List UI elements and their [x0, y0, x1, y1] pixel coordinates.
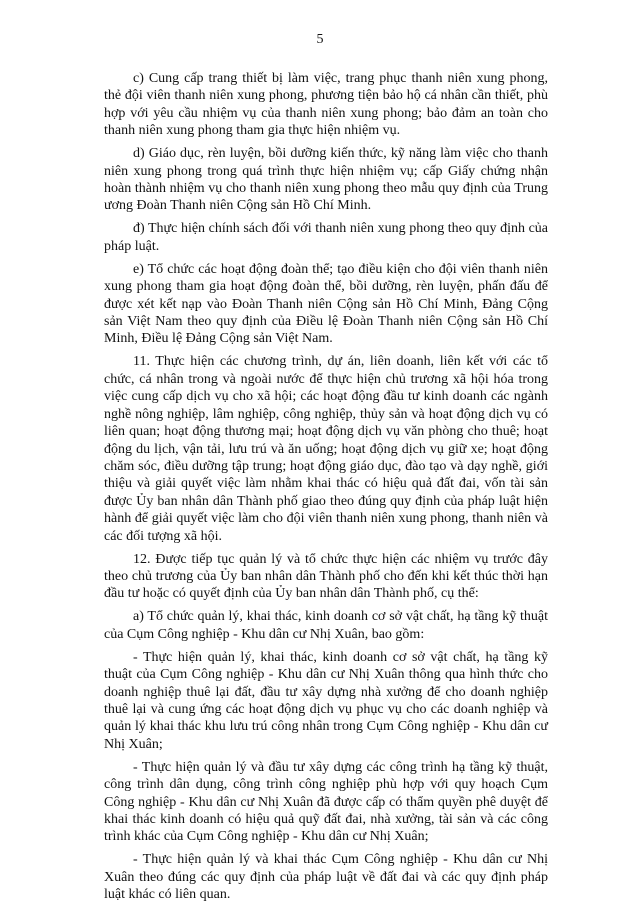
paragraph-12a-item-3: - Thực hiện quản lý và khai thác Cụm Công nghiệp - Khu dân cư Nhị Xuân theo đúng các quy định của pháp luật về đất đai và các quy định pháp luật khác có liên quan. — [104, 852, 548, 903]
paragraph-10c: c) Cung cấp trang thiết bị làm việc, trang phục thanh niên xung phong, thẻ đội viên thanh niên xung phong, phương tiện bảo hộ cá nhân cần thiết, phù hợp với yêu cầu nhiệm vụ của thanh niên xung phong; bảo đảm an toàn cho thanh niên xung phong tham gia thực hiện nhiệm vụ. — [104, 71, 548, 139]
paragraph-12a-item-2: - Thực hiện quản lý và đầu tư xây dựng các công trình hạ tầng kỹ thuật, công trình dân dụng, công trình công nghiệp phù hợp với quy hoạch Cụm Công nghiệp - Khu dân cư Nhị Xuân đã được cấp có thẩm quyền phê duyệt để khai thác kinh doanh có hiệu quả quỹ đất đai, nhà xưởng, tài sản và các công trình khác của Cụm Công nghiệp - Khu dân cư Nhị Xuân; — [104, 759, 548, 845]
document-body — [104, 70, 548, 909]
paragraph-10e: e) Tổ chức các hoạt động đoàn thể; tạo điều kiện cho đội viên thanh niên xung phong tham gia hoạt động đoàn thể, bồi dưỡng, rèn luyện, phấn đấu để được xét kết nạp vào Đoàn Thanh niên Cộng sản Hồ Chí Minh, Đảng Cộng sản Việt Nam theo quy định của Điều lệ Đoàn Thanh niên Cộng sản Hồ Chí Minh, Điều lệ Đảng Cộng sản Việt Nam. — [104, 261, 548, 347]
paragraph-10dd: đ) Thực hiện chính sách đối với thanh niên xung phong theo quy định của pháp luật. — [104, 221, 548, 254]
paragraph-11: 11. Thực hiện các chương trình, dự án, liên doanh, liên kết với các tổ chức, cá nhân trong và ngoài nước để thực hiện chủ trương xã hội hóa trong việc cung cấp dịch vụ cho xã hội; các hoạt động đầu tư kinh doanh các ngành nghề nông nghiệp, lâm nghiệp, công nghiệp, thủy sản và hoạt động dịch vụ có liên quan; hoạt động thương mại; hoạt động dịch vụ văn phòng cho thuê; hoạt động du lịch, vận tải, lưu trú và ăn uống; hoạt động dịch vụ giữ xe; hoạt động chăm sóc, điều dưỡng tập trung; hoạt động giáo dục, đào tạo và dạy nghề, giới thiệu và giải quyết việc làm nhằm khai thác có hiệu quả đất đai, vốn tài sản được Ủy ban nhân dân Thành phố giao theo đúng quy định của pháp luật hiện hành để giải quyết việc làm cho đội viên thanh niên xung phong, thanh niên và các đối tượng xã hội. — [104, 354, 548, 544]
paragraph-10d: d) Giáo dục, rèn luyện, bồi dưỡng kiến thức, kỹ năng làm việc cho thanh niên xung phong trong quá trình thực hiện nhiệm vụ; cấp Giấy chứng nhận hoàn thành nhiệm vụ cho thanh niên xung phong theo mẫu quy định của Trung ương Đoàn Thanh niên Cộng sản Hồ Chí Minh. — [104, 146, 548, 214]
paragraph-12: 12. Được tiếp tục quản lý và tổ chức thực hiện các nhiệm vụ trước đây theo chủ trương của Ủy ban nhân dân Thành phố cho đến khi kết thúc thời hạn đầu tư hoặc có quyết định của Ủy ban nhân dân Thành phố, cụ thể: — [104, 551, 548, 602]
paragraph-12a: a) Tổ chức quản lý, khai thác, kinh doanh cơ sở vật chất, hạ tầng kỹ thuật của Cụm Công nghiệp - Khu dân cư Nhị Xuân, bao gồm: — [104, 609, 548, 642]
paragraph-12a-item-1: - Thực hiện quản lý, khai thác, kinh doanh cơ sở vật chất, hạ tầng kỹ thuật của Cụm Công nghiệp - Khu dân cư Nhị Xuân thông qua hình thức cho doanh nghiệp thuê lại đất, đầu tư xây dựng nhà xưởng để cho doanh nghiệp thuê lại và cung ứng các hoạt động dịch vụ phục vụ cho các doanh nghiệp và quản lý khai thác khu lưu trú công nhân trong Cụm Công nghiệp - Khu dân cư Nhị Xuân; — [104, 649, 548, 752]
page-number: 5 — [316, 32, 324, 47]
